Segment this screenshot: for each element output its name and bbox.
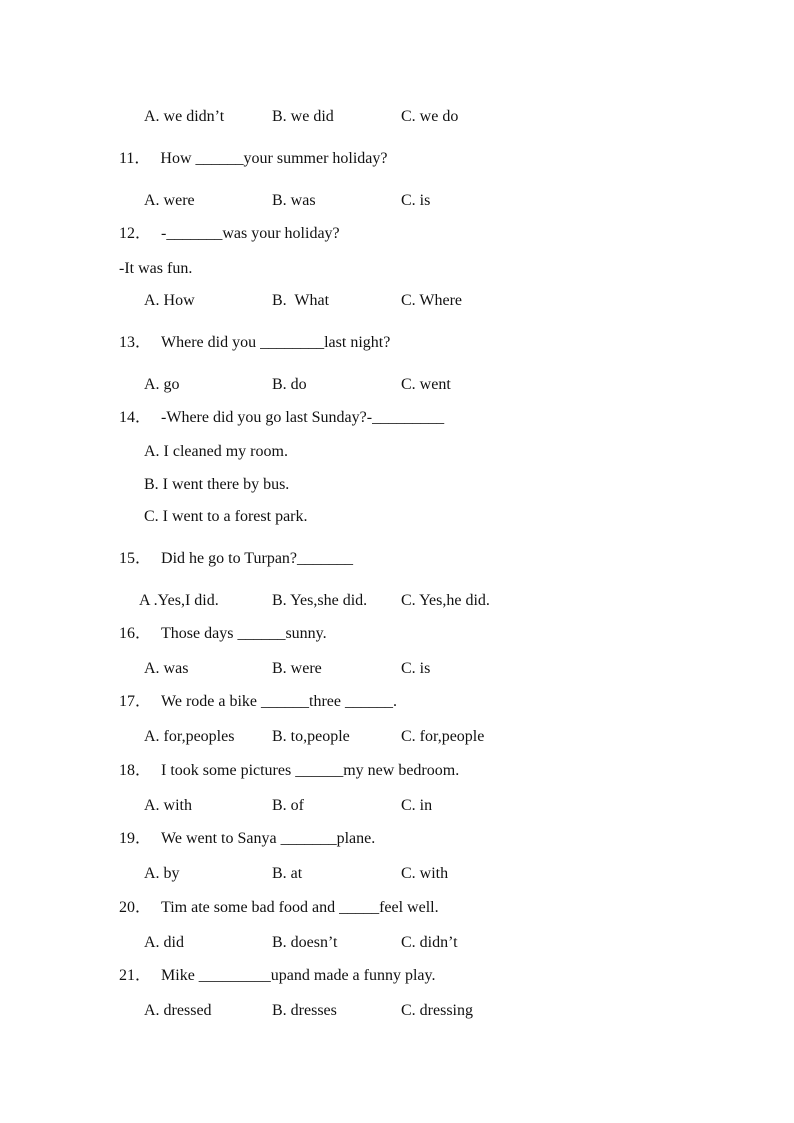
q16-option-c: C. is bbox=[401, 660, 431, 677]
q15-option-c: C. Yes,he did. bbox=[401, 592, 490, 609]
question-16 bbox=[119, 624, 327, 644]
q12-option-b: B. What bbox=[272, 292, 330, 309]
question-text: Tim ate some bad food and _____feel well. bbox=[161, 899, 439, 916]
question-15 bbox=[119, 549, 353, 569]
question-text: I took some pictures ______my new bedroom. bbox=[161, 762, 460, 779]
q10-option-b: B. we did bbox=[272, 108, 334, 125]
question-13 bbox=[119, 333, 390, 353]
question-text: Did he go to Turpan?_______ bbox=[161, 550, 354, 567]
q10-option-c: C. we do bbox=[401, 108, 459, 125]
q12-option-a: A. How bbox=[144, 292, 195, 309]
q16-option-b: B. were bbox=[272, 660, 322, 677]
q10-option-a: A. we didn’t bbox=[144, 108, 225, 125]
question-number: 14． bbox=[119, 409, 152, 426]
q17-option-b: B. to,people bbox=[272, 728, 350, 745]
q21-option-b: B. dresses bbox=[272, 1002, 337, 1019]
q16-option-a: A. was bbox=[144, 660, 189, 677]
question-20 bbox=[119, 898, 439, 918]
q19-option-b: B. at bbox=[272, 865, 303, 882]
question-number: 18． bbox=[119, 762, 152, 779]
question-number: 11． bbox=[119, 150, 151, 167]
question-text: -_______was your holiday? bbox=[161, 225, 340, 242]
q18-option-c: C. in bbox=[401, 797, 433, 814]
question-number: 13． bbox=[119, 334, 152, 351]
question-text: -Where did you go last Sunday?-_________ bbox=[161, 409, 445, 426]
question-14 bbox=[119, 408, 444, 428]
q17-option-c: C. for,people bbox=[401, 728, 485, 745]
q14-option-c: C. I went to a forest park. bbox=[144, 508, 308, 525]
q20-option-a: A. did bbox=[144, 934, 184, 951]
question-number: 17． bbox=[119, 693, 152, 710]
question-11 bbox=[119, 149, 388, 169]
q18-option-a: A. with bbox=[144, 797, 192, 814]
question-17 bbox=[119, 692, 397, 712]
question-12 bbox=[119, 224, 340, 244]
question-text: How ______your summer holiday? bbox=[160, 150, 388, 167]
q17-option-a: A. for,peoples bbox=[144, 728, 235, 745]
q20-option-c: C. didn’t bbox=[401, 934, 458, 951]
q11-option-b: B. was bbox=[272, 192, 316, 209]
question-number: 20． bbox=[119, 899, 152, 916]
q15-option-a: A .Yes,I did. bbox=[139, 592, 219, 609]
q18-option-b: B. of bbox=[272, 797, 304, 814]
q11-option-c: C. is bbox=[401, 192, 431, 209]
q14-option-b: B. I went there by bus. bbox=[144, 476, 290, 493]
question-21 bbox=[119, 966, 435, 986]
question-number: 19． bbox=[119, 830, 152, 847]
q14-option-a: A. I cleaned my room. bbox=[144, 443, 288, 460]
q12-option-c: C. Where bbox=[401, 292, 463, 309]
q11-option-a: A. were bbox=[144, 192, 195, 209]
question-number: 16． bbox=[119, 625, 152, 642]
q19-option-c: C. with bbox=[401, 865, 449, 882]
question-number: 15． bbox=[119, 550, 152, 567]
q13-option-b: B. do bbox=[272, 376, 307, 393]
question-19 bbox=[119, 829, 375, 849]
question-18 bbox=[119, 761, 459, 781]
q21-option-c: C. dressing bbox=[401, 1002, 473, 1019]
q21-option-a: A. dressed bbox=[144, 1002, 212, 1019]
q12-answer-line: -It was fun. bbox=[119, 260, 193, 277]
q13-option-a: A. go bbox=[144, 376, 180, 393]
q15-option-b: B. Yes,she did. bbox=[272, 592, 368, 609]
question-text: Where did you ________last night? bbox=[161, 334, 391, 351]
question-text: We rode a bike ______three ______. bbox=[161, 693, 397, 710]
q19-option-a: A. by bbox=[144, 865, 180, 882]
question-number: 21． bbox=[119, 967, 152, 984]
question-text: Those days ______sunny. bbox=[161, 625, 327, 642]
question-text: We went to Sanya _______plane. bbox=[161, 830, 376, 847]
q13-option-c: C. went bbox=[401, 376, 451, 393]
question-text: Mike _________upand made a funny play. bbox=[161, 967, 436, 984]
question-number: 12． bbox=[119, 225, 152, 242]
q20-option-b: B. doesn’t bbox=[272, 934, 338, 951]
